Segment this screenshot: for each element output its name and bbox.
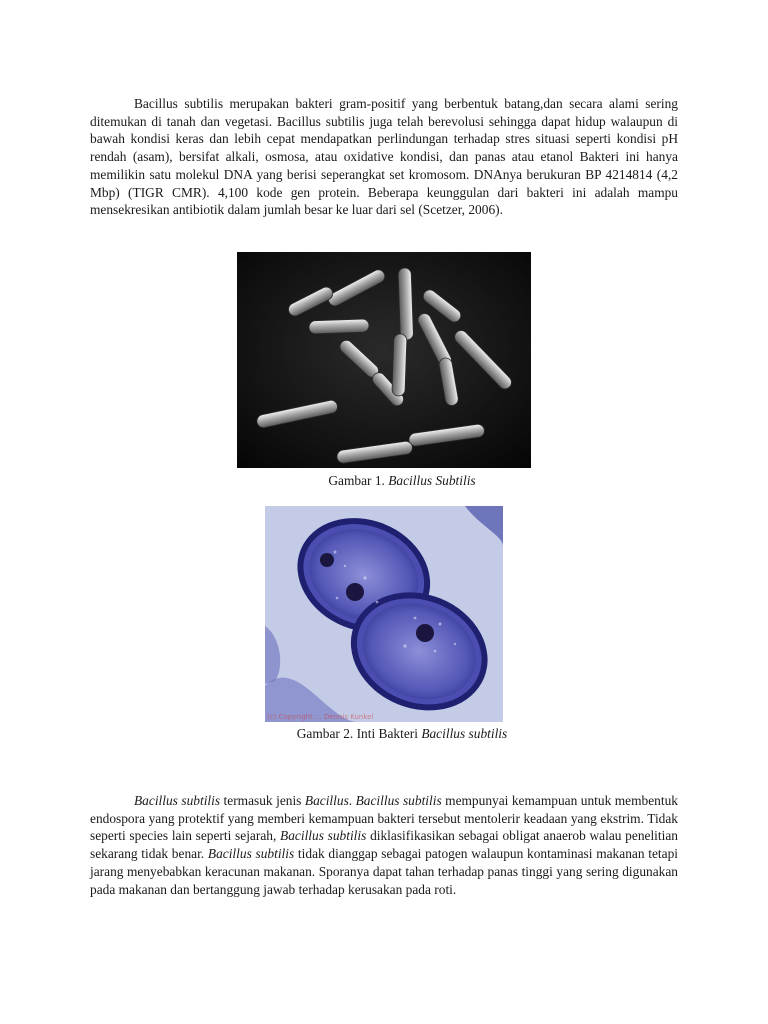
figure-2-title: Bacillus subtilis: [421, 726, 508, 741]
paragraph-description: [90, 792, 678, 898]
species-name: Bacillus subtilis: [207, 846, 295, 862]
figure-1-image: [237, 252, 531, 468]
figure-2-caption: [18, 725, 768, 742]
paragraph-text: tidak dianggap sebagai patogen walaupun kontaminasi makanan tetapi jarang menyebabkan keracunan makanan. Sporanya dapat tahan terhadap panas tinggi yang sering digunakan pada makanan dan bertanggung jawab terhadap kerusakan pada roti.: [90, 846, 678, 897]
genus-name: Bacillus: [304, 793, 349, 808]
figure-2-image: [265, 506, 503, 722]
figure-1-caption: [18, 472, 768, 489]
paragraph-intro: [90, 95, 678, 219]
dividing-bacterium-image: [265, 506, 503, 722]
species-name: Bacillus subtilis: [355, 793, 442, 808]
figure-2-label: Gambar 2. Inti Bakteri: [296, 726, 422, 741]
paragraph-text: .: [348, 793, 356, 808]
bacteria-micrograph: [237, 252, 531, 468]
figure-1-title: Bacillus Subtilis: [388, 473, 476, 488]
species-name: Bacillus subtilis: [280, 828, 367, 844]
paragraph-text: termasuk jenis: [220, 793, 305, 808]
figure-1-label: Gambar 1.: [328, 473, 389, 488]
paragraph-intro-text: Bacillus subtilis merupakan bakteri gram-positif yang berbentuk batang,dan secara alami sering ditemukan di tanah dan vegetasi. Bacillus subtilis juga telah berevolusi sehingga dapat hidup walaupun di bawah kondisi keras dan lebih cepat mendapatkan perlindungan terhadap stres situasi seperti kondisi pH rendah (asam), bersifat alkali, osmosa, atau oxidative kondisi, dan panas atau etanol Bakteri ini hanya memilikin satu molekul DNA yang berisi seperangkat set kromosom. DNAnya berukuran BP 4214814 (4,2 Mbp) (TIGR CMR). 4,100 kode gen protein. Beberapa keunggulan dari bakteri ini adalah mampu mensekresikan antibiotik dalam jumlah besar ke luar dari sel (Scetzer, 2006).: [90, 96, 678, 218]
watermark: (c) Copyright ... Dennis Kunkel: [267, 713, 374, 721]
species-name: Bacillus subtilis: [134, 793, 221, 808]
paragraph-text: diklasifikasikan sebagai obligat anaerob walau penelitian sekarang tidak benar.: [90, 828, 678, 862]
paragraph-text: mempunyai kemampuan untuk membentuk endospora yang protektif yang memberi kemampuan bakteri tersebut mentolerir keadaan yang ekstrim. Tidak seperti species lain seperti sejarah,: [90, 793, 678, 844]
